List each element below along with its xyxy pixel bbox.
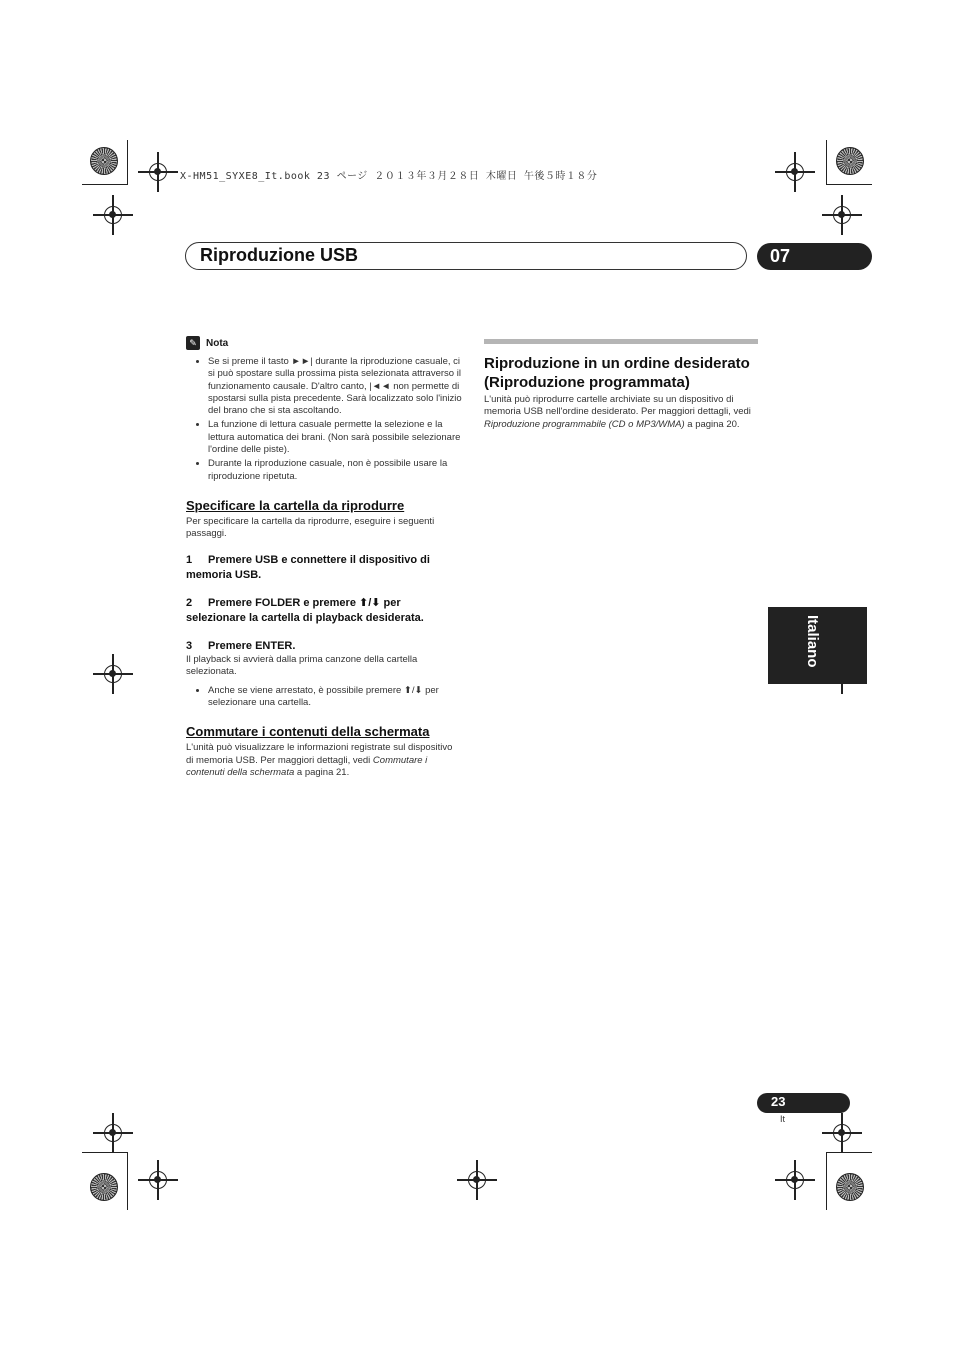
crop-line — [826, 140, 827, 185]
step-3 — [186, 639, 462, 655]
step-number: 2 — [186, 596, 193, 609]
crosshair-icon — [833, 206, 851, 224]
step-number: 3 — [186, 639, 193, 652]
section-heading-folder: Specificare la cartella da riprodurre — [186, 497, 405, 513]
registration-sunburst-icon — [836, 147, 864, 175]
list-item: • Anche se viene arrestato, è possibile premere ⬆/⬇ per selezionare una cartella. — [208, 685, 462, 710]
body-text: L'unità può visualizzare le informazioni registrate sul dispositivo di memoria USB. Per maggiori dettagli, vedi — [186, 742, 453, 766]
step-text: Premere USB e connettere il dispositivo di memoria USB. — [186, 553, 430, 582]
body-tail: a pagina 21. — [296, 766, 350, 778]
language-tab-label: Italiano — [804, 615, 821, 668]
crop-line — [82, 184, 128, 185]
body-tail: a pagina 20. — [687, 418, 740, 430]
note-label: Nota — [206, 337, 229, 349]
registration-sunburst-icon — [90, 147, 118, 175]
cross-reference: Riproduzione programmabile (CD o MP3/WMA) — [484, 418, 685, 430]
crosshair-icon — [104, 206, 122, 224]
page-title: Riproduzione USB — [200, 245, 358, 265]
crosshair-icon — [104, 1124, 122, 1142]
section-rule — [484, 339, 758, 344]
crop-line — [826, 1152, 827, 1210]
left-column — [186, 336, 462, 779]
right-column — [484, 339, 758, 431]
section-heading-program: Riproduzione in un ordine desiderato (Riproduzione programmata) — [484, 355, 750, 391]
page-number: 23 — [771, 1094, 786, 1109]
section-body — [186, 742, 462, 779]
crosshair-icon — [149, 1171, 167, 1189]
note-pencil-icon: ✎ — [186, 336, 200, 350]
section-heading-screen: Commutare i contenuti della schermata — [186, 724, 430, 740]
section-intro: Per specificare la cartella da riprodurre, eseguire i seguenti passaggi. — [186, 515, 435, 540]
print-header: X-HM51_SYXE8_It.book 23 ページ ２０１３年３月２８日 木曜日 午後５時１８分 — [180, 171, 598, 182]
step-bullets — [186, 685, 462, 710]
chapter-number: 07 — [770, 246, 791, 266]
cross-reference: Commutare i contenuti della schermata — [186, 754, 428, 778]
step-text: Premere ENTER. — [208, 639, 296, 652]
crop-line — [826, 184, 872, 185]
list-item: • Durante la riproduzione casuale, non è possibile usare la riproduzione ripetuta. — [208, 458, 462, 483]
crop-line — [127, 1152, 128, 1210]
list-item: • La funzione di lettura casuale permette la selezione e la lettura automatica dei brani. (Non sarà possibile selezionare l'ordine delle piste). — [208, 419, 462, 456]
crop-line — [127, 140, 128, 185]
section-body — [484, 394, 758, 431]
step-number: 1 — [186, 553, 193, 566]
language-tab — [768, 607, 867, 684]
step-text: Premere FOLDER e premere ⬆/⬇ per selezionare la cartella di playback desiderata. — [186, 596, 424, 625]
crosshair-icon — [149, 163, 167, 181]
page-language: It — [780, 1114, 786, 1124]
step-2 — [186, 596, 462, 627]
crosshair-icon — [786, 163, 804, 181]
step-1 — [186, 553, 462, 584]
crosshair-icon — [833, 1124, 851, 1142]
crosshair-icon — [468, 1171, 486, 1189]
registration-sunburst-icon — [90, 1173, 118, 1201]
crosshair-icon — [104, 665, 122, 683]
note-list — [186, 356, 462, 483]
list-item: • Se si preme il tasto ►►| durante la riproduzione casuale, ci si può spostare sulla prossima pista selezionata attraverso il funzionamento causale. D'altro canto, |◄◄ non permette di spostarsi sulla pista precedente. Sarà localizzato solo l'inizio del brano che si sta ascoltando. — [208, 356, 462, 417]
body-text: L'unità può riprodurre cartelle archiviate su un dispositivo di memoria USB nell'ordine desiderato. Per maggiori dettagli, vedi — [484, 394, 751, 418]
step-result: Il playback si avvierà dalla prima canzone della cartella selezionata. — [186, 654, 418, 678]
crop-line — [82, 1152, 128, 1153]
crop-line — [826, 1152, 872, 1153]
crosshair-icon — [786, 1171, 804, 1189]
registration-sunburst-icon — [836, 1173, 864, 1201]
note-header — [186, 336, 462, 350]
